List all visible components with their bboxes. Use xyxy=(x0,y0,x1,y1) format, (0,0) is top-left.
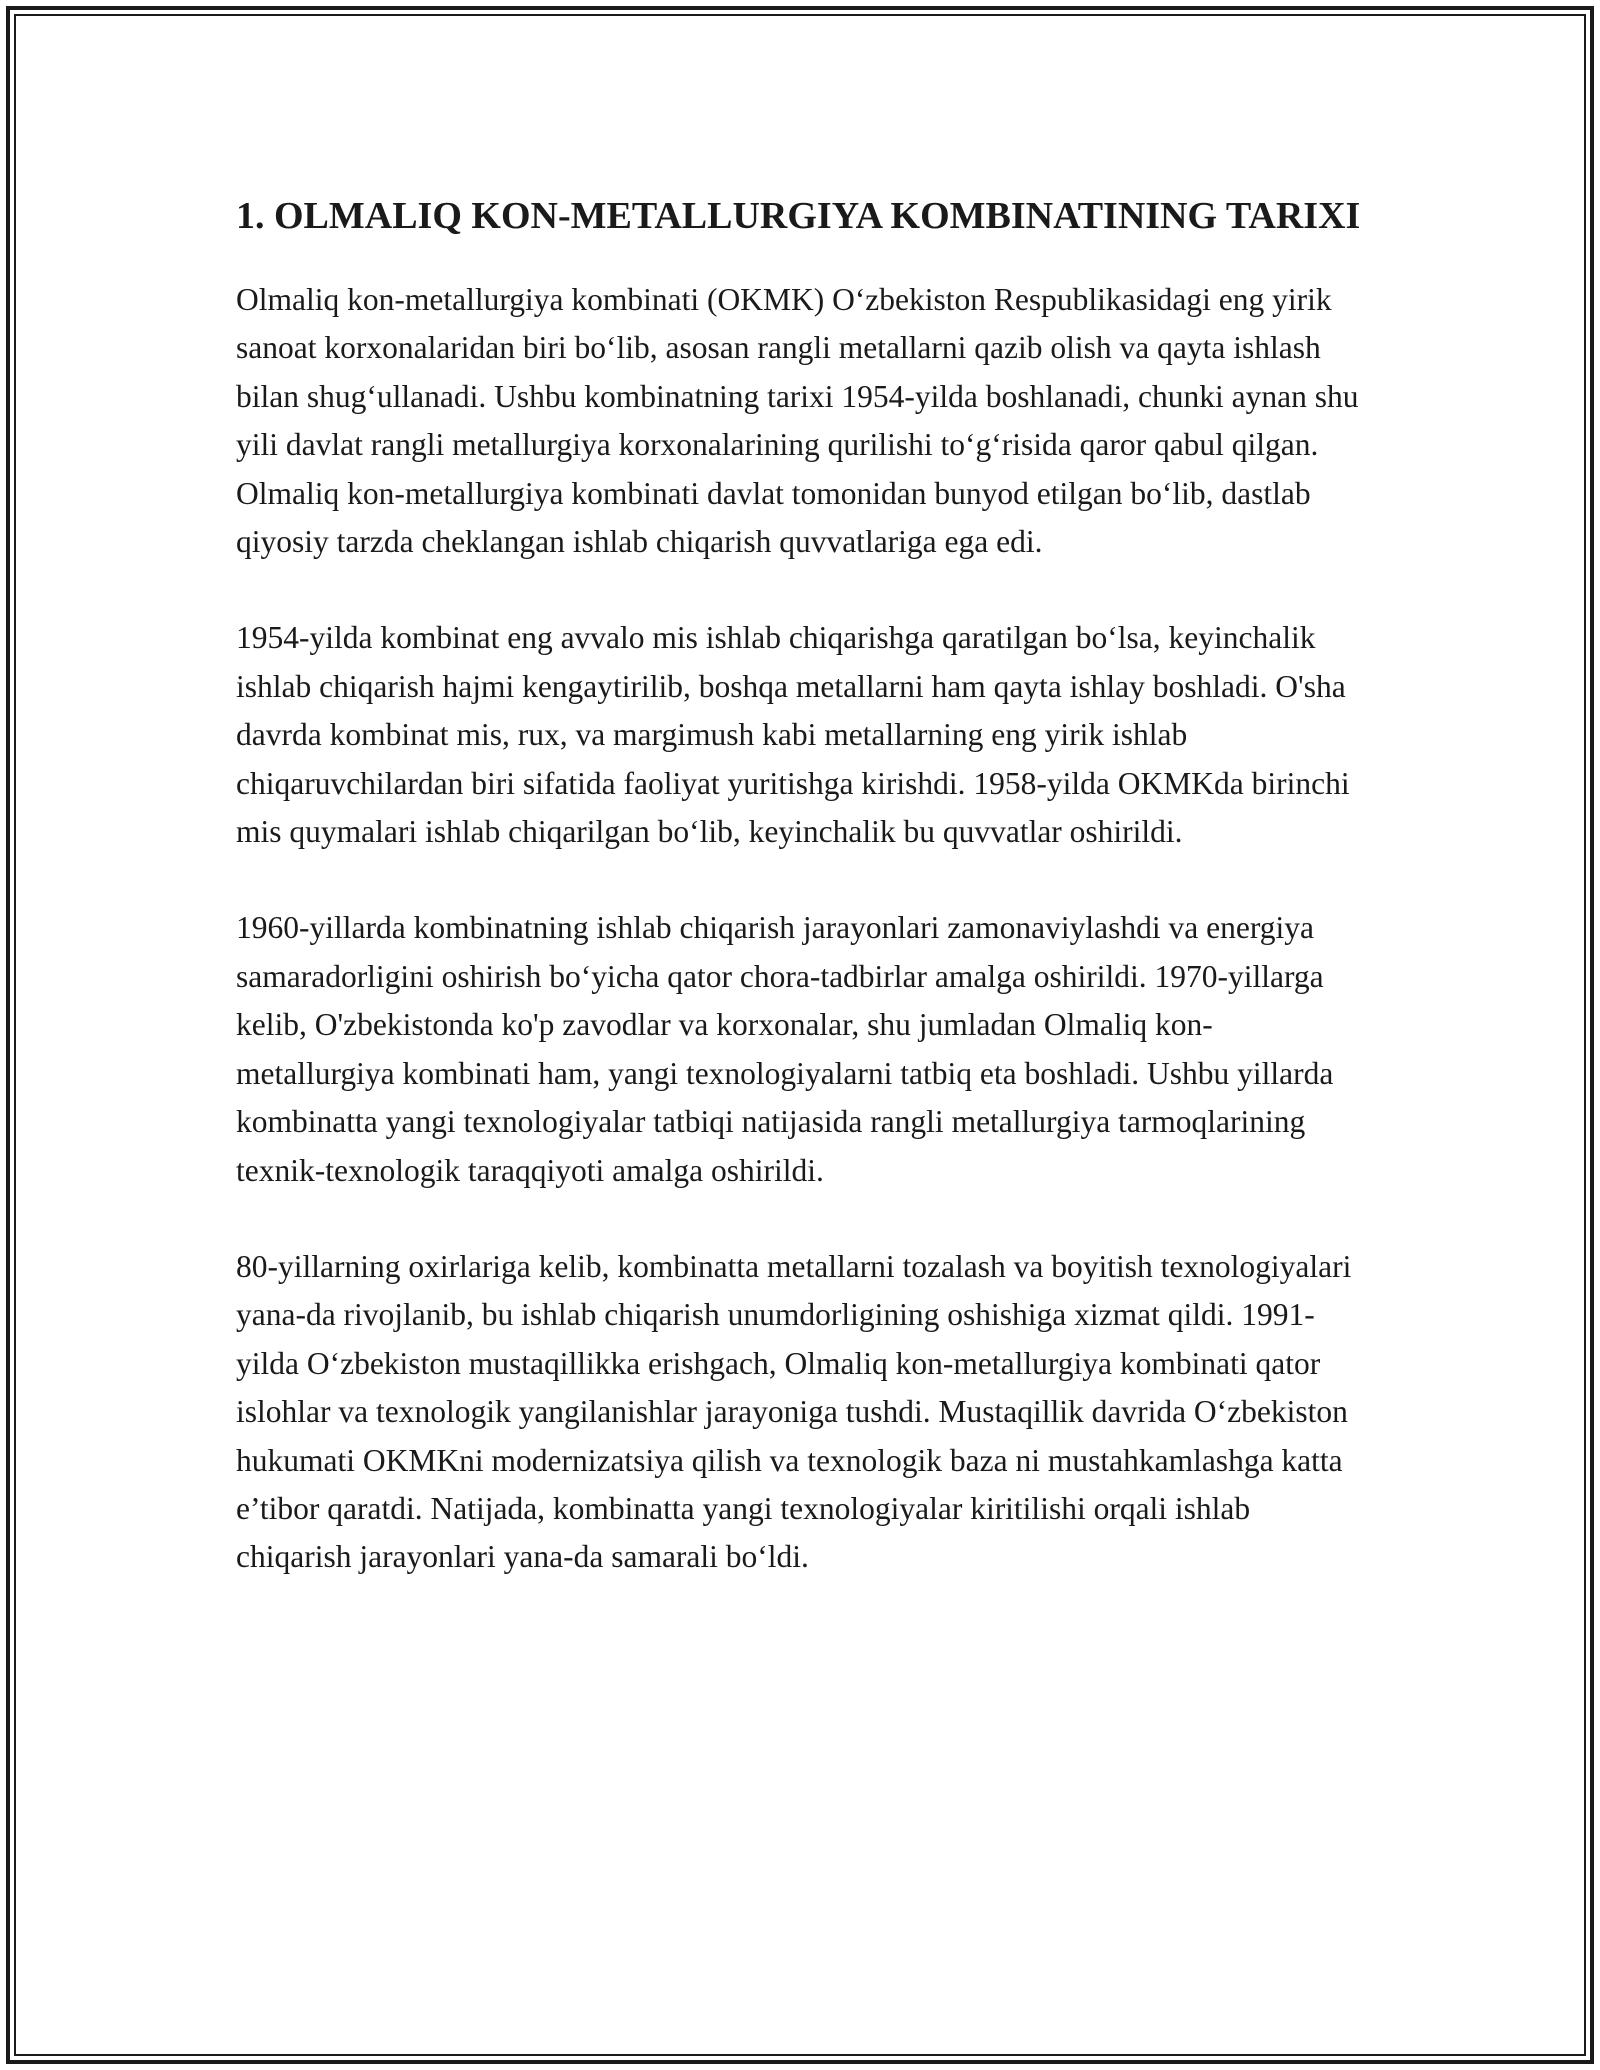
paragraph-4: 80-yillarning oxirlariga kelib, kombinatta metallarni tozalash va boyitish texnologiyalari yana-da rivojlanib, bu ishlab chiqarish unumdorligining oshishiga xizmat qildi. 1991-yilda O‘zbekiston mustaqillikka erishgach, Olmaliq kon-metallurgiya kombinati qator islohlar va texnologik yangilanishlar jarayoniga tushdi. Mustaqillik davrida O‘zbekiston hukumati OKMKni modernizatsiya qilish va texnologik baza ni mustahkamlashga katta e’tibor qaratdi. Natijada, kombinatta yangi texnologiyalar kiritilishi orqali ishlab chiqarish jarayonlari yana-da samarali bo‘ldi. xyxy=(236,1248,1352,1575)
paragraph-2: 1954-yilda kombinat eng avvalo mis ishlab chiqarishga qaratilgan bo‘lsa, keyinchalik ishlab chiqarish hajmi kengaytirilib, boshqa metallarni ham qayta ishlay boshladi. O'sha davrda kombinat mis, rux, va margimush kabi metallarning eng yirik ishlab chiqaruvchilardan biri sifatida faoliyat yuritishga kirishdi. 1958-yilda OKMKda birinchi mis quymalari ishlab chiqarilgan bo‘lib, keyinchalik bu quvvatlar oshirildi. xyxy=(236,620,1350,850)
paragraph-1: Olmaliq kon-metallurgiya kombinati (OKMK) O‘zbekiston Respublikasidagi eng yirik sanoat korxonalaridan biri bo‘lib, asosan rangli metallarni qazib olish va qayta ishlash bilan shug‘ullanadi. Ushbu kombinatning tarixi 1954-yilda boshlanadi, chunki aynan shu yili davlat rangli metallurgiya korxonalarining qurilishi to‘g‘risida qaror qabul qilgan. Olmaliq kon-metallurgiya kombinati davlat tomonidan bunyod etilgan bo‘lib, dastlab qiyosiy tarzda cheklangan ishlab chiqarish quvvatlariga ega edi. xyxy=(236,282,1359,560)
paragraph-3: 1960-yillarda kombinatning ishlab chiqarish jarayonlari zamonaviylashdi va energiya samaradorligini oshirish bo‘yicha qator chora-tadbirlar amalga oshirildi. 1970-yillarga kelib, O'zbekistonda ko'p zavodlar va korxonalar, shu jumladan Olmaliq kon-metallurgiya kombinati ham, yangi texnologiyalarni tatbiq eta boshladi. Ushbu yillarda kombinatta yangi texnologiyalar tatbiqi natijasida rangli metallurgiya tarmoqlarining texnik-texnologik taraqqiyoti amalga oshirildi. xyxy=(236,910,1334,1188)
page-title: 1. OLMALIQ KON-METALLURGIYA KOMBINATINING TARIXI xyxy=(236,195,1361,237)
document-body xyxy=(236,188,1366,1630)
